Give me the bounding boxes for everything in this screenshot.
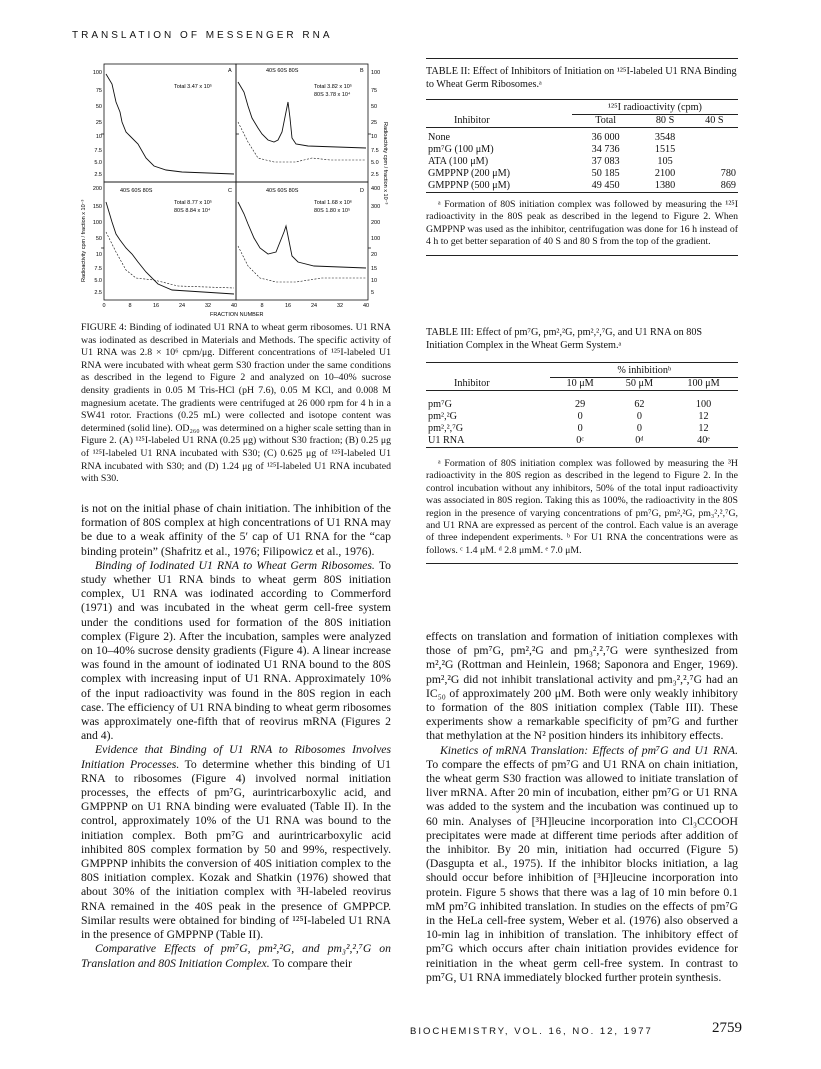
left-body-column [81,502,391,971]
y-tick-label: 200 [92,186,102,192]
table-2-col-inhibitor: Inhibitor [454,114,490,126]
y-tick-label: 300 [371,204,381,210]
table-2-footnote: ᵃ Formation of 80S initiation complex was followed by measuring the ¹²⁵I radioactivity in the 80S peak as described in the legend to Figure 2. When GMPPNP was used as the inhibitor, centrifugation was done for 16 h instead of 4 h to get better separation of 40 S and 80 S from the top of the gradient. [426,199,738,248]
panel-c-od-curve [106,232,234,288]
left-para-4: To compare their [269,956,353,970]
x-tick-label: 24 [178,303,186,309]
panel-c-letter: C [228,188,232,194]
right-body-column [426,630,738,985]
table-3-col-inhibitor: Inhibitor [454,377,490,389]
table-2-col-80s: 80 S [655,115,675,126]
panel-a-curve [106,74,234,174]
journal-footer: BIOCHEMISTRY, VOL. 16, NO. 12, 1977 [410,1026,653,1037]
panel-d-letter: D [360,188,364,194]
y-tick-label: 400 [371,186,381,192]
x-tick-label: 16 [152,303,160,309]
panel-c-total2: 80S 8.84 x 10⁴ [174,208,211,214]
panel-a-frame [104,64,236,182]
y-tick-label: 15 [371,266,378,272]
y-tick-label: 100 [92,220,102,226]
y-tick-label: 50 [95,104,102,110]
table-2-title: TABLE II: Effect of Inhibitors of Initiation on ¹²⁵I-labeled U1 RNA Binding to Wheat Germ Ribosomes.ᵃ [426,66,737,90]
table-row: pm²,²G 0 0 12 [428,411,709,422]
panel-a-letter: A [228,68,232,74]
y-tick-label: 5.0 [371,160,379,166]
y-tick-label: 10 [95,252,102,258]
panel-d-total: Total 1.68 x 10⁶ [314,200,353,206]
y-tick-label: 150 [92,204,102,210]
y-tick-label: 50 [95,236,102,242]
table-row: ATA (100 μM) 37 083 105 [428,156,673,167]
x-tick-label: 0 [102,303,106,309]
table-row: GMPPNP (200 μM) 50 185 2100 780 [428,168,736,179]
y-tick-label: 75 [95,88,102,94]
panel-d-markers: 40S 60S 80S [266,188,299,194]
section-heading-comparative: Comparative Effects of pm⁷G, pm²,²G, and pm₃²,²,⁷G on Translation and 80S Initiation Complex. [81,942,391,970]
y-tick-label: 75 [371,88,378,94]
y-tick-label: 10 [95,134,102,140]
y-tick-label: 100 [371,70,381,76]
running-header: TRANSLATION OF MESSENGER RNA [72,30,333,41]
panel-b-total2: 80S 3.78 x 10⁴ [314,92,351,98]
table-row: pm²,²,⁷G 0 0 12 [428,423,709,434]
y-tick-label: 25 [95,120,102,126]
x-tick-label: 24 [310,303,318,309]
table-3 [426,326,738,564]
x-axis-label: FRACTION NUMBER [210,312,264,318]
table-3-title: TABLE III: Effect of pm⁷G, pm²,²G, pm²,²,⁷G, and U1 RNA on 80S Initiation Complex in the Wheat Germ System.ᵃ [426,327,703,351]
y-tick-label: 2.5 [94,172,102,178]
y-tick-label: 5.0 [94,278,102,284]
panel-c-frame [104,182,236,300]
panel-d-od-curve [238,246,366,282]
table-row: U1 RNA 0ᶜ 0ᵈ 40ᵉ [426,435,738,448]
y-tick-label: 100 [92,70,102,76]
y-tick-label: 10 [371,278,378,284]
left-para-2: To study whether U1 RNA binds to wheat germ 80S initiation complex, U1 RNA was iodinated according to Commerford (1971) and was incubated in the wheat germ cell-free system under the conditions used for formation of the 80S initiation complex (Figure 2). After the incubation, samples were analyzed on 10–40% sucrose density gradients (Figure 4). A linear increase was found in the amount of iodinated U1 RNA bound to the 80S complex with increasing input of U1 RNA. Approximately 10% of the input radioactivity was found in the 80S region in each case. The efficiency of U1 RNA binding to wheat germ ribosomes was approximately one-fifth that of reovirus mRNA (Figures 2 and 4). [81,558,391,743]
table-2-col-40s: 40 S [705,115,724,126]
y-tick-label: 7.5 [94,148,102,154]
x-tick-label: 32 [336,303,344,309]
section-heading-binding: Binding of Iodinated U1 RNA to Wheat Germ Ribosomes. [95,558,375,572]
panel-b-markers: 40S 60S 80S [266,68,299,74]
section-heading-kinetics: Kinetics of mRNA Translation: Effects of pm⁷G and U1 RNA. [440,743,738,757]
table-row: None 36 000 3548 [428,132,676,143]
table-2-col-total: Total [595,115,617,126]
panel-d-total2: 80S 1.80 x 10⁵ [314,208,351,214]
x-tick-label: 8 [260,303,264,309]
right-para-1: effects on translation and formation of initiation complexes with those of pm⁷G, pm²,²G and pm₃²,²,⁷G were synthesized from m²,²G (Rottman and Heinlein, 1968; Saponora and Enger, 1969). pm²,²G did not inhibit translational activity and pm₃²,²,⁷G had an IC₅₀ of approximately 200 μM. Both were only weakly inhibitory to formation of the 80S initiation complex (Table III). These experiments show a remarkable specificity of pm⁷G and further that methylation at the N² position hinders its inhibitory effects. [426,630,738,743]
panel-b-total: Total 3.82 x 10⁵ [314,84,353,90]
y-tick-label: 25 [371,120,378,126]
section-heading-evidence: Evidence that Binding of U1 RNA to Ribosomes Involves Initiation Processes. [81,743,391,771]
panel-a-total: Total 3.47 x 10⁵ [174,84,213,90]
y-tick-label: 7.5 [371,148,379,154]
left-para-3: To determine whether this binding of U1 RNA to ribosomes (Figure 4) involved normal initiation processes, the effects of pm⁷G, aurintricarboxylic acid, and GMPPNP on U1 RNA binding were evaluated (Table II). In the control, approximately 10% of the U1 RNA was bound to the initiation complex. Both pm⁷G and aurintricarboxylic acid inhibited 80S complex formation by 50 and 99%, respectively. GMPPNP inhibits the conversion of 40S initiation complex to the 80S initiation complex. Kozak and Shatkin (1976) showed that about 30% of the initiation complex with ³H-labeled reovirus RNA remained in the 40S peak in the presence of GMPPCP. Similar results were obtained for binding of ¹²⁵I-labeled U1 RNA in the presence of GMPPNP (Table II). [81,757,391,942]
panel-b-od-curve [238,122,366,162]
panel-c-markers: 40S 60S 80S [120,188,153,194]
table-3-footnote: ᵃ Formation of 80S initiation complex was followed by measuring the ³H radioactivity in the 80S region as described in the legend to Figure 2. In the control incubation without any inhibitors, 50% of the total input radioactivity was associated in 80S region. Taking this as 100%, the radioactivity in the 80S region in the presence of varying concentrations of pm⁷G, pm²,²G, pm₃²,²,⁷G, and U1 RNA are expressed as percent of the control. Each value is an average of three independent experiments. ᵇ For U1 RNA the concentrations were as follows. ᶜ 1.4 μM. ᵈ 2.8 μmM. ᵉ 7.0 μM. [426,458,738,556]
y-axis-left-label: Radioactivity cpm / fraction x 10⁻³ [81,199,87,282]
panel-b-frame [236,64,368,182]
left-para-1: is not on the initial phase of chain initiation. The inhibition of the formation of 80S complex at high concentrations of U1 RNA may be due to a weak affinity of the 5′ cap of U1 RNA for the “cap binding protein” (Shafritz et al., 1976; Filipowicz et al., 1976). [81,502,391,558]
panel-c-curve [106,202,234,294]
y-tick-label: 5.0 [94,160,102,166]
y-tick-label: 10 [371,134,378,140]
y-tick-label: 2.5 [371,172,379,178]
x-tick-label: 32 [204,303,212,309]
y-tick-label: 5 [371,290,375,296]
y-tick-label: 50 [371,104,378,110]
y-tick-label: 7.5 [94,266,102,272]
y-tick-label: 2.5 [94,290,102,296]
table-3-col-50: 50 μM [625,378,654,389]
panel-c-total: Total 8.77 x 10⁵ [174,200,213,206]
x-tick-label: 8 [128,303,132,309]
table-row: pm⁷G (100 μM) 34 736 1515 [428,144,676,155]
y-axis-right-label: Radioactivity cpm / fraction x 10⁻³ [382,122,388,205]
figure-caption: FIGURE 4: Binding of iodinated U1 RNA to wheat germ ribosomes. U1 RNA was iodinated as described in Materials and Methods. The specific activity of U1 RNA was 2.8 × 10⁶ cpm/μg. Different concentrations of ¹²⁵I-labeled U1 RNA were incubated with wheat germ S30 fraction under the same conditions as described in the legend to Figure 2 and analyzed on 10–40% sucrose density gradients in 0.05 M Tris-HCl (pH 7.6), 0.05 M KCl, and 0.008 M magnesium acetate. The gradients were centrifuged at 26 000 rpm for 4 h in a SW41 rotor. Fractions (0.25 mL) were collected and isotope content was determined (solid line). OD₂₆₀ was determined on a higher scale setting than in Figure 2. (A) ¹²⁵I-labeled U1 RNA (0.25 μg) without S30 fraction; (B) 0.25 μg of ¹²⁵I-labeled U1 RNA incubated with S30; (C) 0.625 μg of ¹²⁵I-labeled U1 RNA incubated with S30; and (D) 1.24 μg of ¹²⁵I-labeled U1 RNA incubated with S30. [81,322,391,485]
y-tick-label: 100 [371,236,381,242]
panel-b-letter: B [360,68,364,74]
table-2 [426,58,738,256]
x-tick-label: 40 [362,303,370,309]
y-tick-label: 20 [371,252,378,258]
y-tick-label: 200 [371,220,381,226]
table-3-col-10: 10 μM [566,378,594,389]
x-tick-label: 16 [284,303,292,309]
page-number: 2759 [712,1020,742,1036]
table-2-group-header: ¹²⁵I radioactivity (cpm) [572,102,738,115]
table-3-group-header: % inhibitionᵇ [550,365,738,378]
table-row: pm⁷G 29 62 100 [428,399,712,410]
figure-4 [82,62,388,318]
table-row: GMPPNP (500 μM) 49 450 1380 869 [428,180,736,191]
right-para-2: To compare the effects of pm⁷G and U1 RNA on chain initiation, the wheat germ S30 fraction was allowed to initiate translation of liver mRNA. After 20 min of incubation, either pm⁷G or U1 RNA was added to the system and the incubation was continued up to 60 min. Analyses of [³H]leucine incorporation into Cl₃CCOOH precipitates were made at different time periods after addition of the inhibitor. By 20 min, initiation had occurred (Figure 5) (Dasgupta et al., 1975). If the inhibitor blocks initiation, a lag should occur before inhibition of [³H]leucine incorporation into protein. Figure 5 shows that there was a lag of 10 min before 0.1 mM pm⁷G inhibited translation. In studies on the effects of pm⁷G in the HeLa cell-free system, Weber et al. (1976) also observed a 10-min lag in inhibition of translation. The inhibitory effect of pm⁷G which occurs after chain initiation provides evidence for reinitiation in the wheat germ cell-free system. In contrast to pm⁷G, U1 RNA immediately blocked further protein synthesis. [426,757,738,984]
x-tick-label: 40 [230,303,238,309]
table-3-col-100: 100 μM [687,378,720,389]
